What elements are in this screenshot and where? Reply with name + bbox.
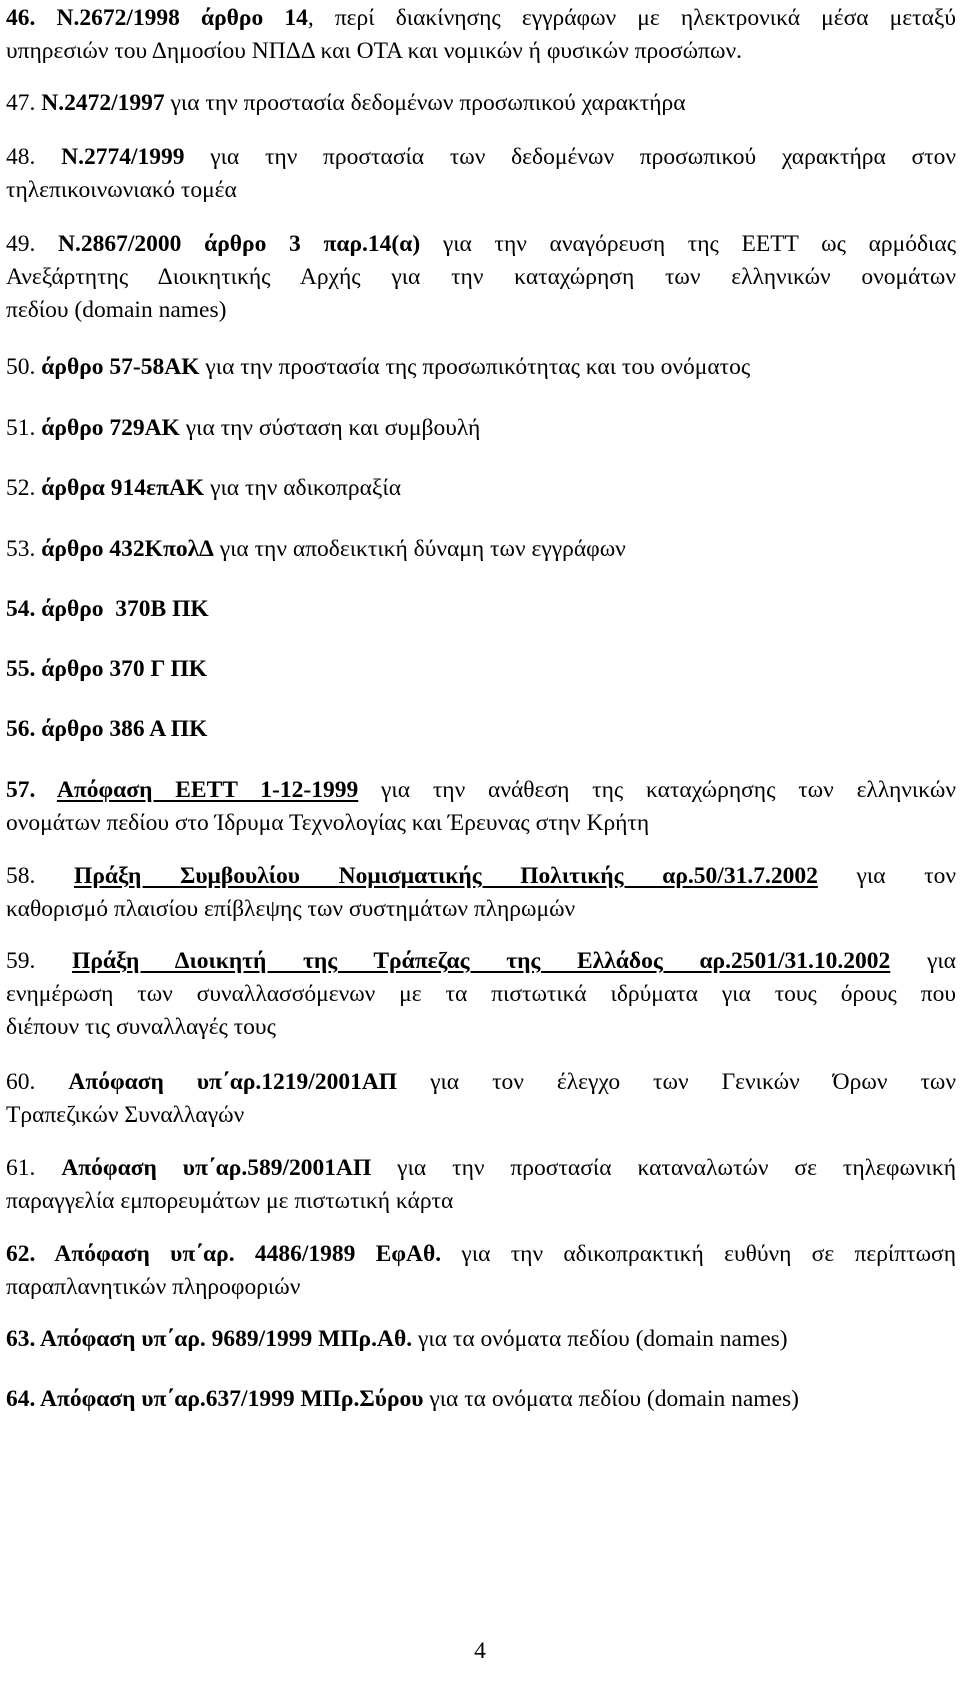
list-item-line: καθορισμό πλαισίου επίβλεψης των συστημάτων πληρωμών [6, 896, 576, 922]
law-reference: Απόφαση υπ΄αρ.637/1999 ΜΠρ.Σύρου [39, 1386, 424, 1412]
list-item [6, 713, 956, 746]
list-item-line [6, 472, 956, 505]
list-item-line [6, 1066, 956, 1099]
item-number: 60. [6, 1069, 69, 1095]
list-item [6, 2, 956, 68]
item-number: 53. [6, 536, 42, 562]
list-item-line: Τραπεζικών Συναλλαγών [6, 1102, 245, 1128]
list-item-line [6, 945, 956, 978]
list-item-line: ενημέρωση των συναλλασσόμενων με τα πιστωτικά ιδρύματα για τους όρους που [6, 981, 956, 1007]
list-item [6, 774, 956, 840]
list-item [6, 1066, 956, 1132]
item-number: 52. [6, 475, 42, 501]
list-item [6, 1323, 956, 1356]
law-reference: άρθρα 914επΑΚ [41, 475, 205, 501]
list-item-line [6, 2, 956, 35]
list-item-line [6, 593, 956, 626]
list-item [6, 472, 956, 505]
law-reference: άρθρο 729ΑΚ [41, 415, 180, 441]
list-item-line [6, 713, 956, 746]
list-item [6, 141, 956, 207]
list-item-line [6, 1323, 956, 1356]
item-number: 62. [6, 1241, 55, 1267]
law-reference: Ν.2774/1999 [61, 144, 185, 170]
list-item-line [6, 412, 956, 445]
list-item-line: υπηρεσιών του Δημοσίου ΝΠΔΔ και ΟΤΑ και νομικών ή φυσικών προσώπων. [6, 38, 742, 64]
item-text: για τα ονόματα πεδίου (domain names) [423, 1386, 799, 1412]
law-reference: άρθρο 57-58ΑΚ [41, 354, 200, 380]
list-item-line: ονομάτων πεδίου στο Ίδρυμα Τεχνολογίας και Έρευνας στην Κρήτη [6, 810, 650, 836]
item-number: 50. [6, 354, 42, 380]
item-text: για την προστασία δεδομένων προσωπικού χαρακτήρα [164, 90, 686, 116]
list-item [6, 945, 956, 1044]
list-item-line [6, 533, 956, 566]
item-number: 64. [6, 1386, 40, 1412]
item-text: για την προστασία της προσωπικότητας και του ονόματος [199, 354, 751, 380]
law-reference: Απόφαση υπ΄αρ.1219/2001ΑΠ [68, 1069, 398, 1095]
item-text: για την αναγόρευση της ΕΕΤΤ ως αρμόδιας [420, 231, 956, 257]
page-number: 4 [474, 1638, 486, 1664]
item-number: 58. [6, 863, 75, 889]
law-reference: Απόφαση υπ΄αρ.589/2001ΑΠ [61, 1155, 372, 1181]
list-item-line: Ανεξάρτητης Διοικητικής Αρχής για την καταχώρηση των ελληνικών ονομάτων [6, 264, 956, 290]
item-number: 63. [6, 1326, 40, 1352]
list-item [6, 653, 956, 686]
list-item-line [6, 774, 956, 807]
list-item-line [6, 860, 956, 893]
law-reference: άρθρο 432ΚπολΔ [41, 536, 214, 562]
list-item-line: διέπουν τις συναλλαγές τους [6, 1014, 276, 1040]
item-number: 55. [6, 656, 42, 682]
list-item [6, 1152, 956, 1218]
list-item-line [6, 87, 956, 120]
item-text: για την προστασία των δεδομένων προσωπικού χαρακτήρα στον [184, 144, 956, 170]
item-number: 51. [6, 415, 42, 441]
list-item [6, 1383, 956, 1416]
list-item-line [6, 141, 956, 174]
item-text: , περί διακίνησης εγγράφων με ηλεκτρονικά μέσα μεταξύ [307, 5, 957, 31]
law-reference: Απόφαση υπ΄αρ. 9689/1999 ΜΠρ.Αθ. [39, 1326, 413, 1352]
list-item-line [6, 653, 956, 686]
item-text: για την προστασία καταναλωτών σε τηλεφωνική [371, 1155, 956, 1181]
list-item [6, 533, 956, 566]
law-reference: άρθρο 370 Γ ΠΚ [41, 656, 208, 682]
list-item-line: παραγγελία εμπορευμάτων με πιστωτική κάρτα [6, 1188, 454, 1214]
law-reference: Ν.2672/1998 άρθρο 14 [56, 5, 308, 31]
item-text: για την αποδεικτική δύναμη των εγγράφων [213, 536, 626, 562]
law-reference: άρθρο 386 Α ΠΚ [41, 716, 208, 742]
item-text: για την αδικοπρακτική ευθύνη σε περίπτωση [441, 1241, 956, 1267]
item-text: για την ανάθεση της καταχώρησης των ελληνικών [358, 777, 956, 803]
list-item [6, 1238, 956, 1304]
law-reference: Απόφαση ΕΕΤΤ 1-12-1999 [56, 777, 359, 803]
item-text: για τον έλεγχο των Γενικών Όρων των [397, 1069, 956, 1095]
item-number: 46. [6, 5, 57, 31]
list-item [6, 87, 956, 120]
law-reference: Πράξη Συμβουλίου Νομισματικής Πολιτικής αρ.50/31.7.2002 [74, 863, 818, 889]
item-number: 54. [6, 596, 42, 622]
item-text: για [890, 948, 956, 974]
law-reference: Πράξη Διοικητή της Τράπεζας της Ελλάδος αρ.2501/31.10.2002 [72, 948, 891, 974]
list-item [6, 593, 956, 626]
item-text: για την σύσταση και συμβουλή [179, 415, 481, 441]
item-number: 61. [6, 1155, 62, 1181]
item-number: 47. [6, 90, 42, 116]
item-text: για την αδικοπραξία [204, 475, 402, 501]
list-item-line [6, 228, 956, 261]
law-reference: Ν.2472/1997 [41, 90, 165, 116]
list-item [6, 860, 956, 926]
law-reference: Ν.2867/2000 άρθρο 3 παρ.14(α) [58, 231, 421, 257]
list-item [6, 412, 956, 445]
list-item-line [6, 1152, 956, 1185]
item-number: 56. [6, 716, 42, 742]
item-text: για τα ονόματα πεδίου (domain names) [412, 1326, 788, 1352]
list-item-line: παραπλανητικών πληροφοριών [6, 1274, 301, 1300]
item-number: 57. [6, 777, 57, 803]
item-number: 48. [6, 144, 62, 170]
item-number: 49. [6, 231, 59, 257]
law-reference: Απόφαση υπ΄αρ. 4486/1989 ΕφΑθ. [54, 1241, 442, 1267]
list-item-line: τηλεπικοινωνιακό τομέα [6, 177, 237, 203]
item-text: για τον [817, 863, 956, 889]
list-item-line [6, 351, 956, 384]
list-item-line [6, 1383, 956, 1416]
list-item [6, 228, 956, 327]
list-item-line [6, 1238, 956, 1271]
item-number: 59. [6, 948, 73, 974]
law-reference: άρθρο 370Β ΠΚ [41, 596, 209, 622]
list-item [6, 351, 956, 384]
list-item-line: πεδίου (domain names) [6, 297, 227, 323]
